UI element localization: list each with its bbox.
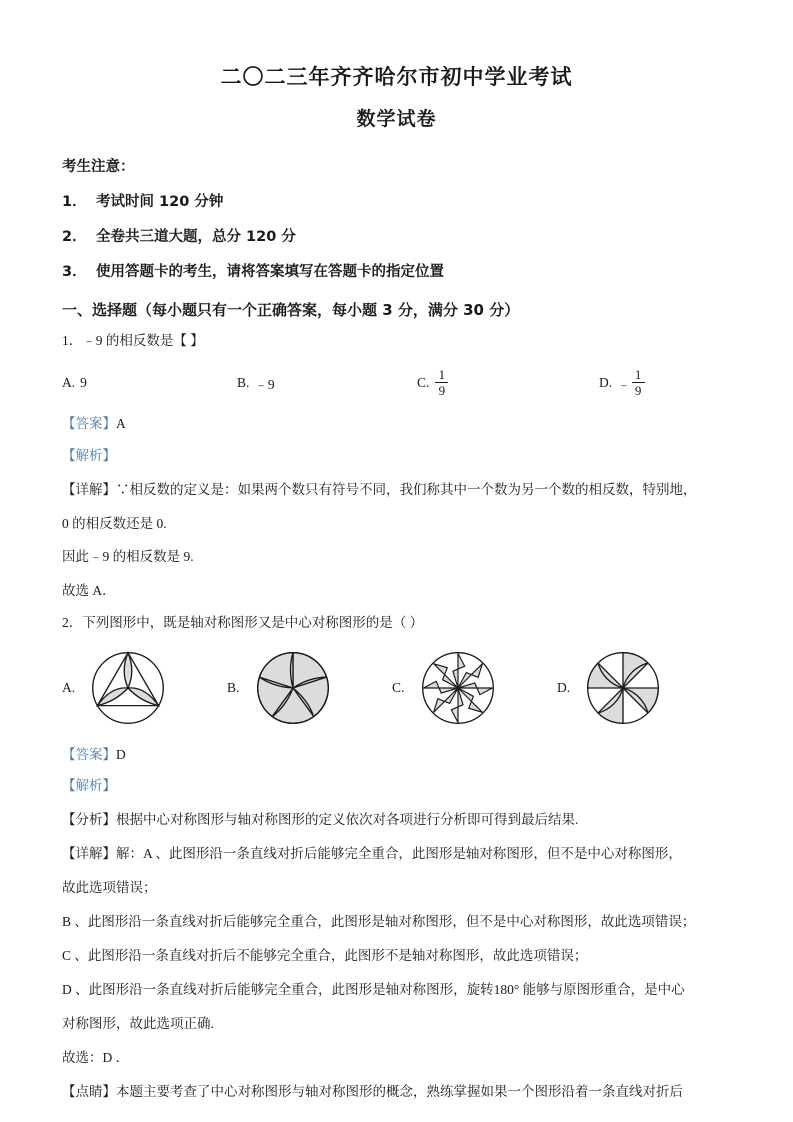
question-2-figures: [62, 642, 731, 734]
circle-triangle-three-petals-icon: [86, 646, 170, 730]
question-1-option-b-label: B.: [237, 374, 250, 390]
notice-heading: 考生注意：: [62, 158, 135, 175]
question-2-analysis-tag: 【解析】: [62, 778, 116, 794]
question-2-option-b-explanation: B 、此图形沿一条直线对折后能够完全重合，此图形是轴对称图形，但不是中心对称图形，故此选项错误；: [62, 914, 696, 930]
question-1-option-d-sign: ﹣: [617, 376, 631, 392]
question-1-option-b[interactable]: [237, 373, 417, 393]
question-2-option-c-explanation: C 、此图形沿一条直线对折后不能够完全重合，此图形不是轴对称图形，故此选项错误；: [62, 948, 588, 964]
question-2-option-d-explanation-line-1: D 、此图形沿一条直线对折后能够完全重合，此图形是轴对称图形，旋转180° 能够与原图形重合，是中心: [62, 981, 685, 997]
question-1-option-d-label: D.: [599, 374, 613, 390]
question-1-option-c-fraction: [435, 368, 448, 398]
question-1-option-d[interactable]: [599, 368, 719, 398]
question-2-option-a-label: A.: [62, 679, 76, 695]
question-2-detail-line-cont: 故此选项错误；: [62, 880, 157, 896]
question-1-option-d-denominator: 9: [634, 383, 642, 399]
question-1-options: [62, 363, 731, 403]
question-1-option-c-denominator: 9: [438, 383, 446, 399]
question-2-answer-value: D: [116, 746, 126, 762]
question-1-option-b-value: ﹣9: [254, 376, 275, 392]
question-1-stem: 1．﹣9 的相反数是【 】: [62, 332, 204, 348]
question-1-option-a[interactable]: [62, 375, 237, 391]
question-2-stem: 2．下列图形中，既是轴对称图形又是中心对称图形的是（ ）: [62, 615, 424, 631]
question-1-option-d-fraction: [632, 368, 645, 398]
question-1-option-c-numerator: 1: [438, 366, 446, 382]
question-1-answer-row: [62, 414, 731, 435]
page-title: 二〇二三年齐齐哈尔市初中学业考试: [220, 65, 573, 89]
notice-item-2-number: 2．: [62, 228, 87, 245]
question-1-answer-value: A: [116, 415, 126, 431]
question-2-detail-line: 【详解】解：A 、此图形沿一条直线对折后能够完全重合，此图形是轴对称图形，但不是中心对称图形，: [62, 846, 682, 862]
question-1-option-c[interactable]: [417, 368, 599, 398]
notice-item-3-text: 使用答题卡的考生，请将答案填写在答题卡的指定位置: [96, 263, 444, 280]
question-2-analysis-line: 【分析】根据中心对称图形与轴对称图形的定义依次对各项进行分析即可得到最后结果.: [62, 812, 579, 828]
notice-item-1-text: 考试时间 120 分钟: [96, 193, 224, 210]
question-2-conclusion: 故选：D ．: [62, 1049, 130, 1065]
question-1-analysis-tag: 【解析】: [62, 447, 116, 463]
question-1-detail-line-1: 【详解】∵相反数的定义是：如果两个数只有符号不同，我们称其中一个数为另一个数的相反数，特别地，: [62, 481, 697, 497]
question-2-answer-row: [62, 745, 731, 766]
question-1-detail-line-3: 因此﹣9 的相反数是 9.: [62, 549, 194, 565]
question-1-answer-tag: 【答案】: [62, 415, 116, 431]
notice-item-3: [62, 260, 731, 281]
question-2-key-point: 【点睛】本题主要考查了中心对称图形与轴对称图形的概念，熟练掌握如果一个图形沿着一条直线对折后: [62, 1083, 683, 1099]
question-2-option-c-label: C.: [392, 679, 405, 695]
question-2-option-d-label: D.: [557, 679, 571, 695]
question-1-option-c-label: C.: [417, 374, 430, 390]
five-petal-pinwheel-icon: [251, 646, 335, 730]
notice-item-2: [62, 225, 731, 246]
question-2-option-c[interactable]: [392, 646, 557, 730]
question-2-option-a[interactable]: [62, 646, 227, 730]
notice-item-1: [62, 190, 731, 211]
section-heading-multiple-choice: 一、选择题（每小题只有一个正确答案，每小题 3 分，满分 30 分）: [62, 300, 520, 319]
four-petal-flower-icon: [581, 646, 665, 730]
question-2-option-b[interactable]: [227, 646, 392, 730]
question-2-option-b-label: B.: [227, 679, 240, 695]
question-1-option-a-value: 9: [80, 374, 87, 390]
question-2-option-d-explanation-line-2: 对称图形，故此选项正确.: [62, 1015, 214, 1031]
notice-item-1-number: 1．: [62, 193, 87, 210]
question-1-conclusion: 故选 A．: [62, 583, 116, 599]
question-1-option-a-label: A.: [62, 374, 76, 390]
question-1-detail-line-2: 0 的相反数还是 0.: [62, 515, 167, 531]
notice-item-2-text: 全卷共三道大题，总分 120 分: [96, 228, 296, 245]
page-subtitle: 数学试卷: [356, 107, 437, 130]
question-1-option-d-numerator: 1: [634, 366, 642, 382]
notice-item-3-number: 3．: [62, 263, 87, 280]
question-2-answer-tag: 【答案】: [62, 746, 116, 762]
question-2-option-d[interactable]: [557, 646, 722, 730]
eight-blade-pinwheel-icon: [416, 646, 500, 730]
